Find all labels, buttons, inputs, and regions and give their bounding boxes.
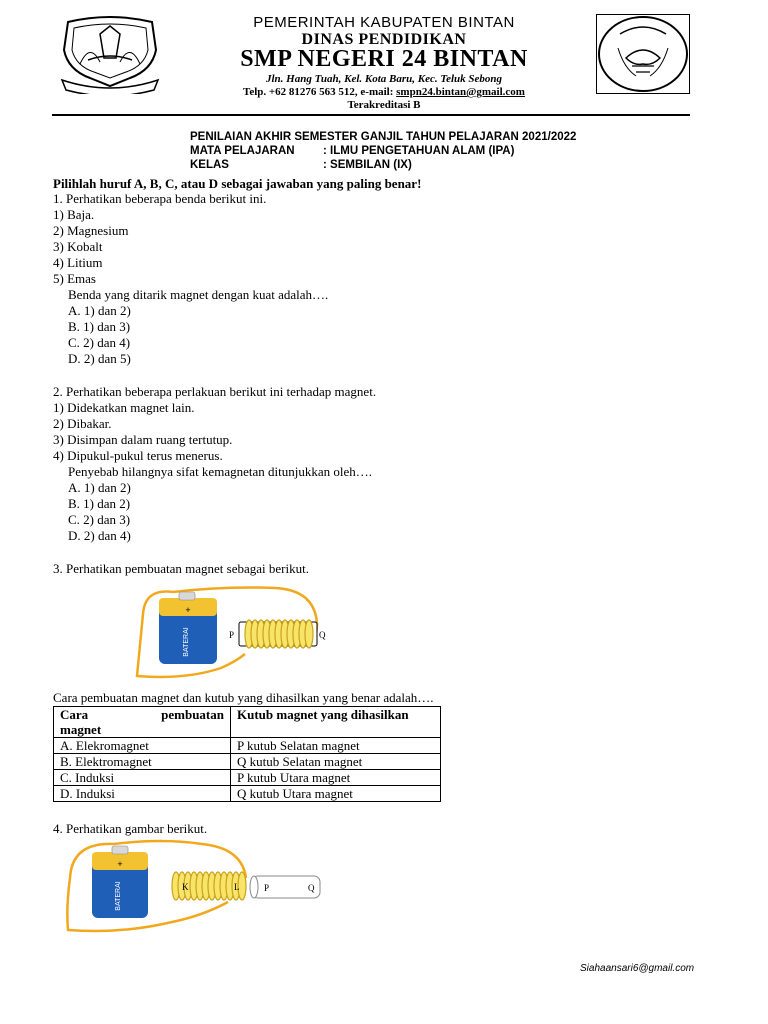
table-header-cell bbox=[54, 707, 231, 738]
table-cell: Q kutub Selatan magnet bbox=[231, 754, 441, 770]
q2-item: 4) Dipukul-pukul terus menerus. bbox=[53, 448, 223, 463]
q4-bar-p: P bbox=[264, 883, 270, 893]
table-header-cell: Kutub magnet yang dihasilkan bbox=[231, 707, 441, 738]
q2-prompt: Penyebab hilangnya sifat kemagnetan ditunjukkan oleh…. bbox=[68, 464, 372, 479]
table-row[interactable] bbox=[54, 738, 441, 754]
q2-option-b[interactable]: B. 1) dan 2) bbox=[68, 496, 131, 511]
q1-item: 4) Litium bbox=[53, 255, 103, 270]
header-address: Jln. Hang Tuah, Kel. Kota Baru, Kec. Teluk Sebong bbox=[265, 73, 503, 85]
q1-prompt: Benda yang ditarik magnet dengan kuat adalah…. bbox=[68, 287, 329, 302]
table-row[interactable] bbox=[54, 786, 441, 802]
q3-figure-battery-coil bbox=[125, 584, 345, 684]
exam-title: PENILAIAN AKHIR SEMESTER GANJIL TAHUN PELAJARAN 2021/2022 bbox=[190, 131, 577, 143]
ministry-logo bbox=[596, 14, 690, 94]
q2-item: 3) Disimpan dalam ruang tertutup. bbox=[53, 432, 233, 447]
table-cell: Q kutub Utara magnet bbox=[231, 786, 441, 802]
q3-battery-plus: + bbox=[185, 605, 191, 615]
q2-option-a[interactable]: A. 1) dan 2) bbox=[68, 480, 131, 495]
table-cell: D. Induksi bbox=[54, 786, 231, 802]
q3-pole-p: P bbox=[229, 630, 235, 640]
header-department: DINAS PENDIDIKAN bbox=[301, 31, 467, 48]
q3-figure-svg bbox=[125, 584, 345, 684]
q1-option-b[interactable]: B. 1) dan 3) bbox=[68, 319, 131, 334]
table-cell: C. Induksi bbox=[54, 770, 231, 786]
header-accreditation: Terakreditasi B bbox=[347, 99, 421, 111]
q4-figure-battery-coil-bar bbox=[62, 838, 332, 938]
header-government: PEMERINTAH KABUPATEN BINTAN bbox=[253, 14, 515, 31]
table-header-word: magnet bbox=[60, 722, 102, 737]
q1-item: 2) Magnesium bbox=[53, 223, 129, 238]
q1-option-c[interactable]: C. 2) dan 4) bbox=[68, 335, 131, 350]
table-cell: P kutub Utara magnet bbox=[231, 770, 441, 786]
table-header-row bbox=[54, 707, 441, 738]
table-row[interactable] bbox=[54, 770, 441, 786]
subject-label: MATA PELAJARAN bbox=[190, 145, 295, 157]
q4-bar-q: Q bbox=[308, 883, 315, 893]
q2-option-d[interactable]: D. 2) dan 4) bbox=[68, 528, 131, 543]
q4-battery-label: BATERAI bbox=[115, 881, 122, 911]
q4-battery-plus: + bbox=[117, 859, 123, 869]
class-value: : SEMBILAN (IX) bbox=[323, 159, 412, 171]
q1-item: 5) Emas bbox=[53, 271, 96, 286]
q3-pole-q: Q bbox=[319, 630, 326, 640]
q3-prompt: Cara pembuatan magnet dan kutub yang dihasilkan yang benar adalah…. bbox=[53, 690, 434, 705]
header-email-link[interactable]: smpn24.bintan@gmail.com bbox=[396, 86, 525, 98]
q2-item: 2) Dibakar. bbox=[53, 416, 112, 431]
q4-coil-k: K bbox=[182, 882, 189, 892]
q1-option-a[interactable]: A. 1) dan 2) bbox=[68, 303, 131, 318]
table-cell: A. Elekromagnet bbox=[54, 738, 231, 754]
q1-item: 1) Baja. bbox=[53, 207, 95, 222]
footer-watermark: Siahaansari6@gmail.com bbox=[580, 963, 695, 974]
header-phone: Telp. +62 81276 563 512, e-mail: bbox=[243, 86, 397, 98]
header-divider bbox=[52, 114, 690, 116]
q3-battery-label: BATERAI bbox=[183, 627, 190, 657]
table-row[interactable] bbox=[54, 754, 441, 770]
q4-stem: 4. Perhatikan gambar berikut. bbox=[53, 821, 208, 836]
q3-stem: 3. Perhatikan pembuatan magnet sebagai berikut. bbox=[53, 561, 309, 576]
q1-option-d[interactable]: D. 2) dan 5) bbox=[68, 351, 131, 366]
q3-answer-table bbox=[53, 706, 441, 802]
table-header-word: Cara bbox=[60, 707, 89, 722]
q1-stem: 1. Perhatikan beberapa benda berikut ini. bbox=[53, 191, 267, 206]
q1-item: 3) Kobalt bbox=[53, 239, 103, 254]
subject-value: : ILMU PENGETAHUAN ALAM (IPA) bbox=[323, 145, 515, 157]
instruction: Pilihlah huruf A, B, C, atau D sebagai jawaban yang paling benar! bbox=[53, 176, 422, 191]
table-header-word: pembuatan bbox=[161, 707, 224, 722]
class-label: KELAS bbox=[190, 159, 229, 171]
q4-coil-l: L bbox=[234, 882, 240, 892]
q2-option-c[interactable]: C. 2) dan 3) bbox=[68, 512, 131, 527]
q4-figure-svg bbox=[62, 838, 332, 938]
table-cell: B. Elektromagnet bbox=[54, 754, 231, 770]
header-school-name: SMP NEGERI 24 BINTAN bbox=[240, 46, 528, 72]
q2-stem: 2. Perhatikan beberapa perlakuan berikut ini terhadap magnet. bbox=[53, 384, 377, 399]
q2-item: 1) Didekatkan magnet lain. bbox=[53, 400, 195, 415]
table-cell: P kutub Selatan magnet bbox=[231, 738, 441, 754]
